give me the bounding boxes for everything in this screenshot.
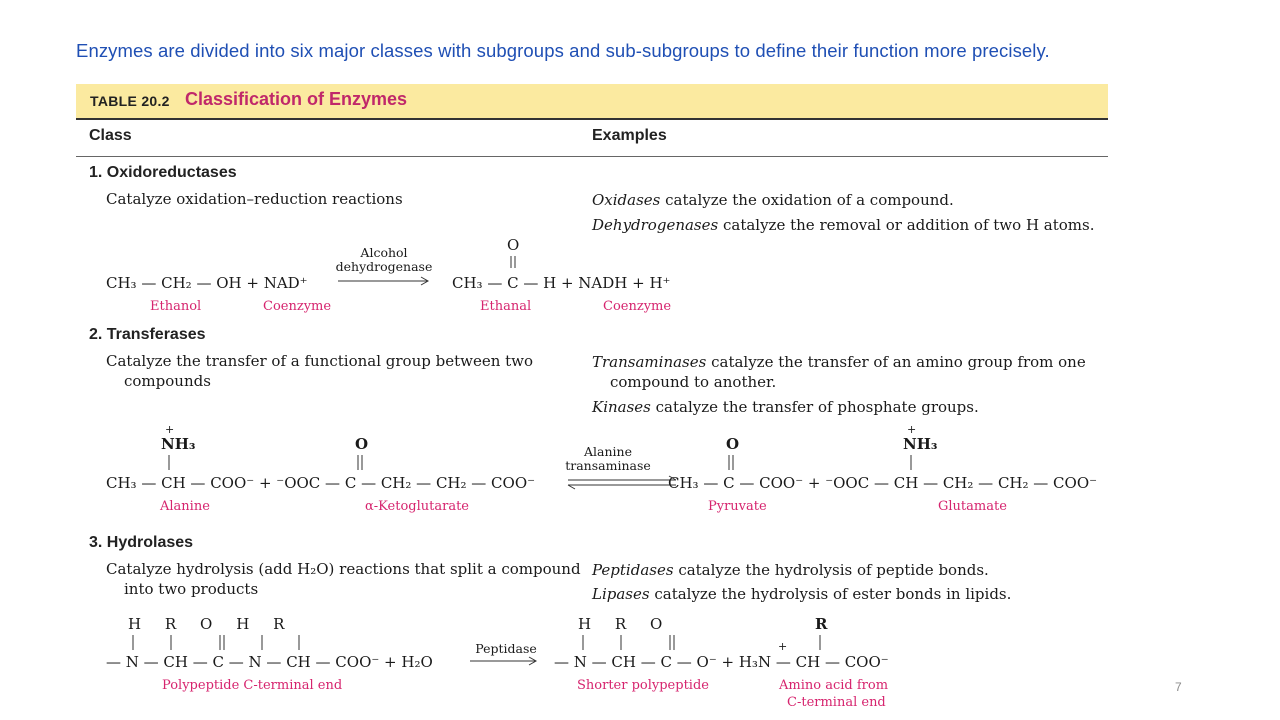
- enzyme-name-transaminases: Transaminases: [592, 353, 707, 371]
- enzyme-name-kinases: Kinases: [592, 398, 651, 416]
- enzyme-name-dehydrogenases: Dehydrogenases: [592, 216, 719, 234]
- equation-oxidoreductase-left: CH₃ — CH₂ — OH + NAD⁺: [106, 274, 308, 292]
- arrow-label-peptidase: Peptidase: [475, 641, 537, 656]
- oxygen-ethanal: O: [507, 236, 520, 254]
- column-header-examples: Examples: [592, 127, 667, 144]
- transferases-description-line-2: compounds: [124, 372, 211, 390]
- heading-transferases: 2. Transferases: [89, 326, 206, 343]
- equation-transferase-right: CH₃ — C — COO⁻ + ⁻OOC — CH — CH₂ — CH₂ — COO⁻: [668, 474, 1098, 492]
- label-amino-acid-line-2: C-terminal end: [787, 695, 886, 710]
- table-label: TABLE 20.2: [90, 93, 170, 109]
- column-header-class: Class: [89, 127, 132, 144]
- heading-hydrolases: 3. Hydrolases: [89, 534, 194, 551]
- arrow-label-line-2: dehydrogenase: [335, 259, 433, 274]
- oxidoreductases-description: Catalyze oxidation–reduction reactions: [106, 190, 403, 208]
- equation-hydrolase-left: — N — CH — C — N — CH — COO⁻ + H₂O: [106, 653, 433, 671]
- example-oxidases-text: catalyze the oxidation of a compound.: [660, 191, 954, 209]
- charge-plus-alanine: +: [165, 423, 175, 436]
- equation-oxidoreductase-right: CH₃ — C — H + NADH + H⁺: [452, 274, 671, 292]
- oxygen-ketoglutarate: O: [355, 435, 369, 453]
- label-coenzyme-2: Coenzyme: [603, 299, 672, 314]
- label-shorter-polypeptide: Shorter polypeptide: [577, 678, 709, 693]
- substituents-shorter-polypeptide: H R O: [578, 615, 663, 633]
- example-lipases-text: catalyze the hydrolysis of ester bonds in lipids.: [649, 585, 1012, 603]
- enzyme-classification-table: [76, 84, 1108, 720]
- example-transaminases-continued: compound to another.: [610, 373, 777, 391]
- amino-group-alanine: NH₃: [161, 435, 196, 453]
- equation-hydrolase-right: — N — CH — C — O⁻ + H₃N — CH — COO⁻: [554, 653, 889, 671]
- label-ethanal: Ethanal: [480, 299, 532, 314]
- label-ethanol: Ethanol: [150, 299, 202, 314]
- example-dehydrogenases-text: catalyze the removal or addition of two H atoms.: [718, 216, 1095, 234]
- enzyme-name-peptidases: Peptidases: [592, 561, 674, 579]
- label-alanine: Alanine: [160, 499, 210, 514]
- amino-group-glutamate: NH₃: [903, 435, 938, 453]
- example-transaminases-text: catalyze the transfer of an amino group from one: [706, 353, 1086, 371]
- arrow-label-line-1: Alcohol: [360, 245, 408, 260]
- label-alpha-ketoglutarate: α-Ketoglutarate: [365, 499, 469, 514]
- arrow-label-line-2: transaminase: [565, 458, 651, 473]
- slide-title: Enzymes are divided into six major classes with subgroups and sub-subgroups to define their function more precisely.: [76, 40, 1050, 61]
- table-title: Classification of Enzymes: [185, 89, 408, 109]
- reaction-arrow-3: [76, 84, 1108, 720]
- charge-plus-amino-acid: +: [778, 640, 788, 653]
- page-number: 7: [1175, 680, 1182, 694]
- example-kinases-text: catalyze the transfer of phosphate groups.: [650, 398, 979, 416]
- equation-transferase-left: CH₃ — CH — COO⁻ + ⁻OOC — C — CH₂ — CH₂ — COO⁻: [106, 474, 536, 492]
- enzyme-name-lipases: Lipases: [592, 585, 650, 603]
- label-polypeptide-c-terminal: Polypeptide C-terminal end: [162, 678, 343, 693]
- label-pyruvate: Pyruvate: [708, 499, 767, 514]
- example-peptidases-text: catalyze the hydrolysis of peptide bonds.: [673, 561, 989, 579]
- hydrolases-description-line-2: into two products: [124, 580, 259, 598]
- substituent-amino-acid: R: [815, 615, 828, 633]
- label-glutamate: Glutamate: [938, 499, 1007, 514]
- label-coenzyme-1: Coenzyme: [263, 299, 332, 314]
- charge-plus-glutamate: +: [907, 423, 917, 436]
- heading-oxidoreductases: 1. Oxidoreductases: [89, 164, 237, 181]
- enzyme-name-oxidases: Oxidases: [592, 191, 661, 209]
- oxygen-pyruvate: O: [726, 435, 740, 453]
- substituents-polypeptide: H R O H R: [128, 615, 285, 633]
- hydrolases-description-line-1: Catalyze hydrolysis (add H₂O) reactions that split a compound: [106, 560, 581, 578]
- arrow-label-line-1: Alanine: [584, 444, 632, 459]
- transferases-description-line-1: Catalyze the transfer of a functional group between two: [106, 352, 534, 370]
- label-amino-acid-line-1: Amino acid from: [779, 678, 889, 693]
